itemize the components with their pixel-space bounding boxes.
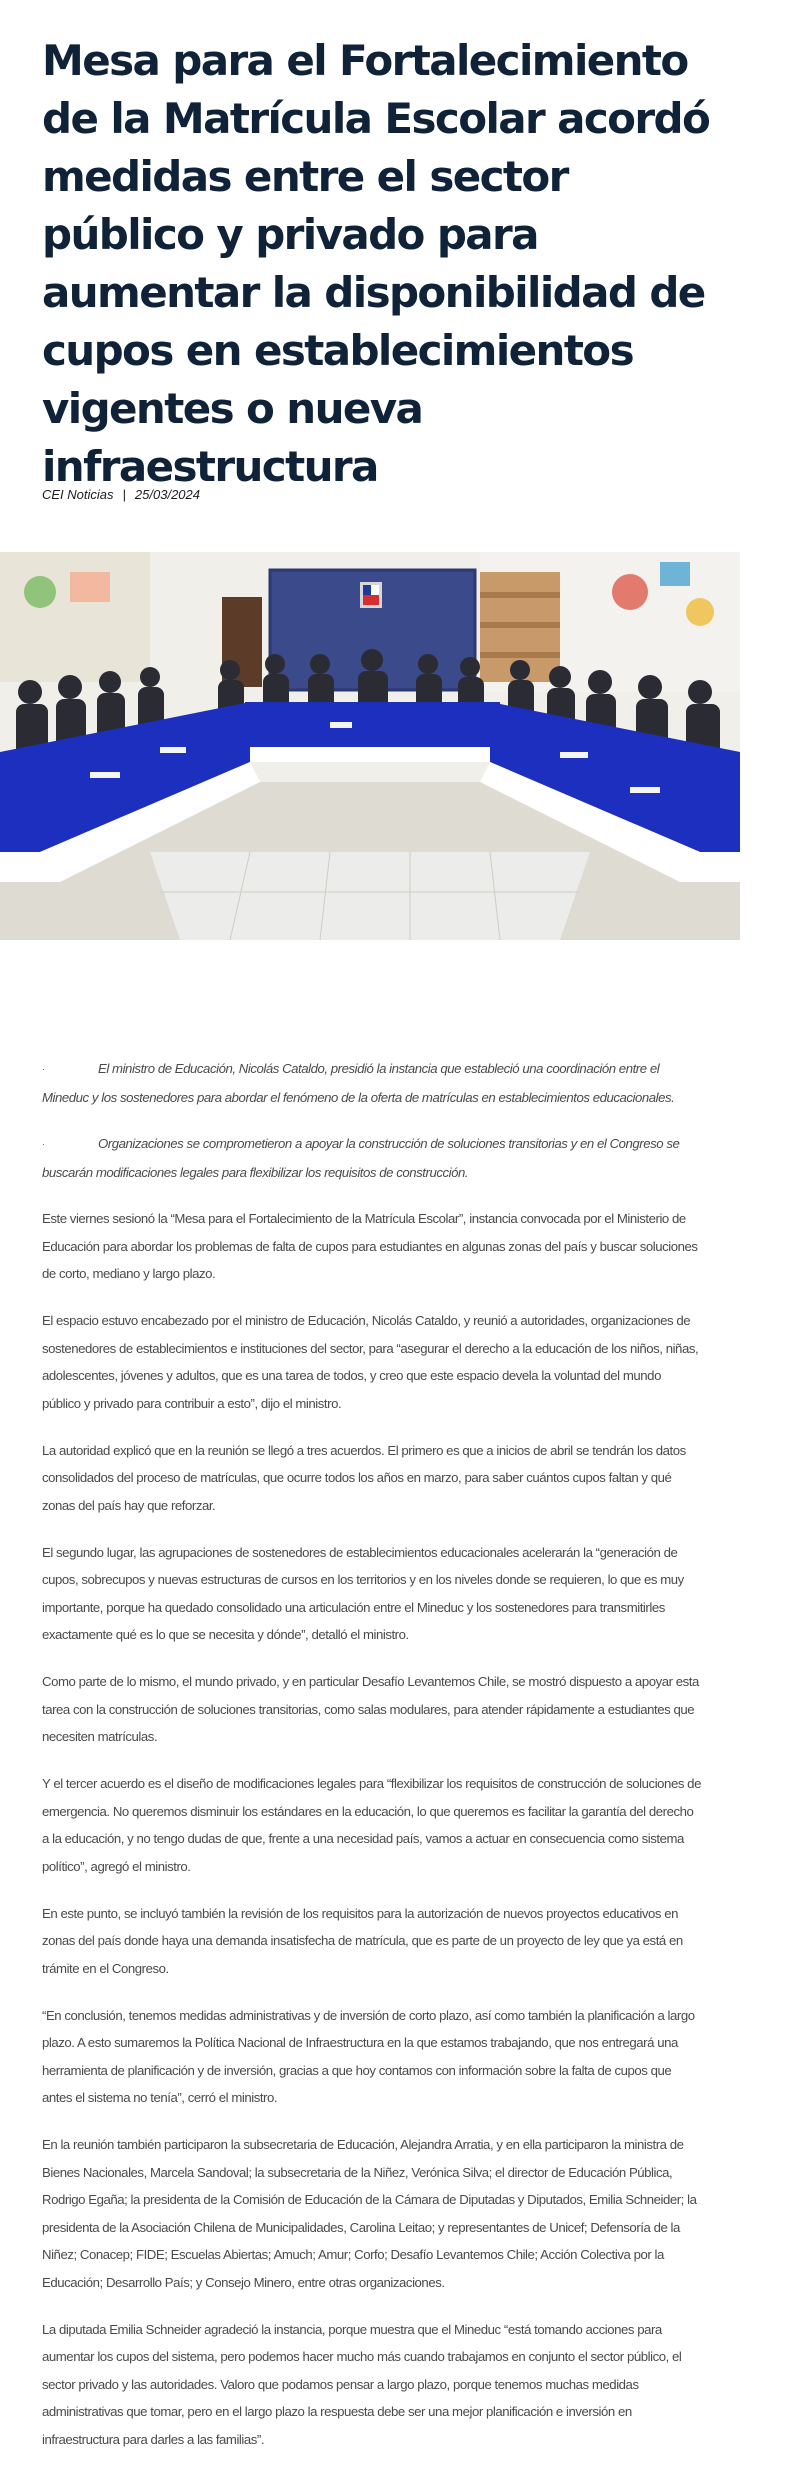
article-date: 25/03/2024 xyxy=(134,487,200,502)
article-body xyxy=(42,1055,702,2473)
body-paragraph: La diputada Emilia Schneider agradeció la instancia, porque muestra que el Mineduc “está tomando acciones para aumentar los cupos del sistema, pero podemos hacer mucho más cuando trabajamos en conjunto el sector público, el sector privado y las autoridades. Valoro que podamos pensar a largo plazo, porque tenemos muchas medidas administrativas que tomar, pero en el largo plazo la respuesta debe ser una mejor planificación e inversión en infraestructura para darles a las familias”. xyxy=(42,2321,682,2447)
bullet-marker: · xyxy=(42,1064,45,1074)
body-paragraph: Este viernes sesionó la “Mesa para el Fortalecimiento de la Matrícula Escolar”, instancia convocada por el Ministerio de Educación para abordar los problemas de falta de cupos para estudiantes en algunas zonas del país y buscar soluciones de corto, mediano y largo plazo. xyxy=(42,1211,698,1281)
bullet-marker: · xyxy=(42,1139,45,1149)
article-title: Mesa para el Fortalecimiento de la Matrícula Escolar acordó medidas entre el sector público y privado para aumentar la disponibilidad de cupos en establecimientos vigentes o nueva infraestructura xyxy=(42,36,710,491)
body-paragraph: La autoridad explicó que en la reunión se llegó a tres acuerdos. El primero es que a inicios de abril se tendrán los datos consolidados del proceso de matrículas, que ocurre todos los años en marzo, para saber cuántos cupos faltan y qué zonas del país hay que reforzar. xyxy=(42,1442,686,1513)
body-paragraph: En este punto, se incluyó también la revisión de los requisitos para la autorización de nuevos proyectos educativos en zonas del país donde haya una demanda insatisfecha de matrícula, que es parte de un proyecto de ley que ya está en trámite en el Congreso. xyxy=(42,1905,683,1976)
article-source[interactable]: CEI Noticias xyxy=(42,487,114,502)
body-paragraph: El espacio estuvo encabezado por el ministro de Educación, Nicolás Cataldo, y reunió a autoridades, organizaciones de sostenedores de establecimientos e instituciones del sector, para “asegurar el derecho a la educación de los niños, niñas, adolescentes, jóvenes y adultos, que es una tarea de todos, y creo que este espacio devela la voluntad del mundo público y privado para contribuir a esto”, dijo el ministro. xyxy=(42,1313,699,1411)
summary-bullet xyxy=(42,1055,702,1111)
summary-bullet xyxy=(42,1130,702,1186)
summary-bullet-text: El ministro de Educación, Nicolás Cataldo, presidió la instancia que estableció una coordinación entre el Mineduc y los sostenedores para abordar el fenómeno de la oferta de matrículas en establecimientos educacionales. xyxy=(42,1061,675,1105)
byline-separator: | xyxy=(122,487,126,502)
body-paragraph: En la reunión también participaron la subsecretaria de Educación, Alejandra Arratia, y en ella participaron la ministra de Bienes Nacionales, Marcela Sandoval; la subsecretaria de la Niñez, Verónica Silva; el director de Educación Pública, Rodrigo Egaña; la presidenta de la Comisión de Educación de la Cámara de Diputadas y Diputados, Emilia Schneider; la presidenta de la Asociación Chilena de Municipalidades, Carolina Leitao; y representantes de Unicef; Defensoría de la Niñez; Conacep; FIDE; Escuelas Abiertas; Amuch; Amur; Corfo; Desafío Levantemos Chile; Acción Colectiva por la Educación; Desarrollo País; y Consejo Minero, entre otras organizaciones. xyxy=(42,2137,697,2290)
body-paragraph: “En conclusión, tenemos medidas administrativas y de inversión de corto plazo, así como también la planificación a largo plazo. A esto sumaremos la Política Nacional de Infraestructura en la que estamos trabajando, que nos entregará una herramienta de planificación y de inversión, gracias a que hoy contamos con información sobre la falta de cupos que antes el sistema no tenía”, cerró el ministro. xyxy=(42,2007,695,2105)
summary-bullet-text: Organizaciones se comprometieron a apoyar la construcción de soluciones transitorias y en el Congreso se buscarán modificaciones legales para flexibilizar los requisitos de construcción. xyxy=(42,1136,680,1180)
body-paragraph: Como parte de lo mismo, el mundo privado, y en particular Desafío Levantemos Chile, se mostró dispuesto a apoyar esta tarea con la construcción de soluciones transitorias, como salas modulares, para atender rápidamente a estudiantes que necesiten matrículas. xyxy=(42,1674,699,1744)
article-byline xyxy=(42,487,200,502)
body-paragraph: Y el tercer acuerdo es el diseño de modificaciones legales para “flexibilizar los requisitos de construcción de soluciones de emergencia. No queremos disminuir los estándares en la educación, lo que queremos es facilitar la garantía del derecho a la educación, y no tengo dudas de que, frente a una necesidad país, vamos a actuar en consecuencia como sistema político”, agregó el ministro. xyxy=(42,1776,701,1874)
body-paragraph: El segundo lugar, las agrupaciones de sostenedores de establecimientos educacionales acelerarán la “generación de cupos, sobrecupos y nuevas estructuras de cursos en los territorios y en los niveles donde se requieren, lo que es muy importante, porque ha quedado consolidado una articulación entre el Mineduc y los sostenedores para transmitirles exactamente qué es lo que se necesita y dónde”, detalló el ministro. xyxy=(42,1544,684,1642)
article-photo xyxy=(0,552,740,940)
